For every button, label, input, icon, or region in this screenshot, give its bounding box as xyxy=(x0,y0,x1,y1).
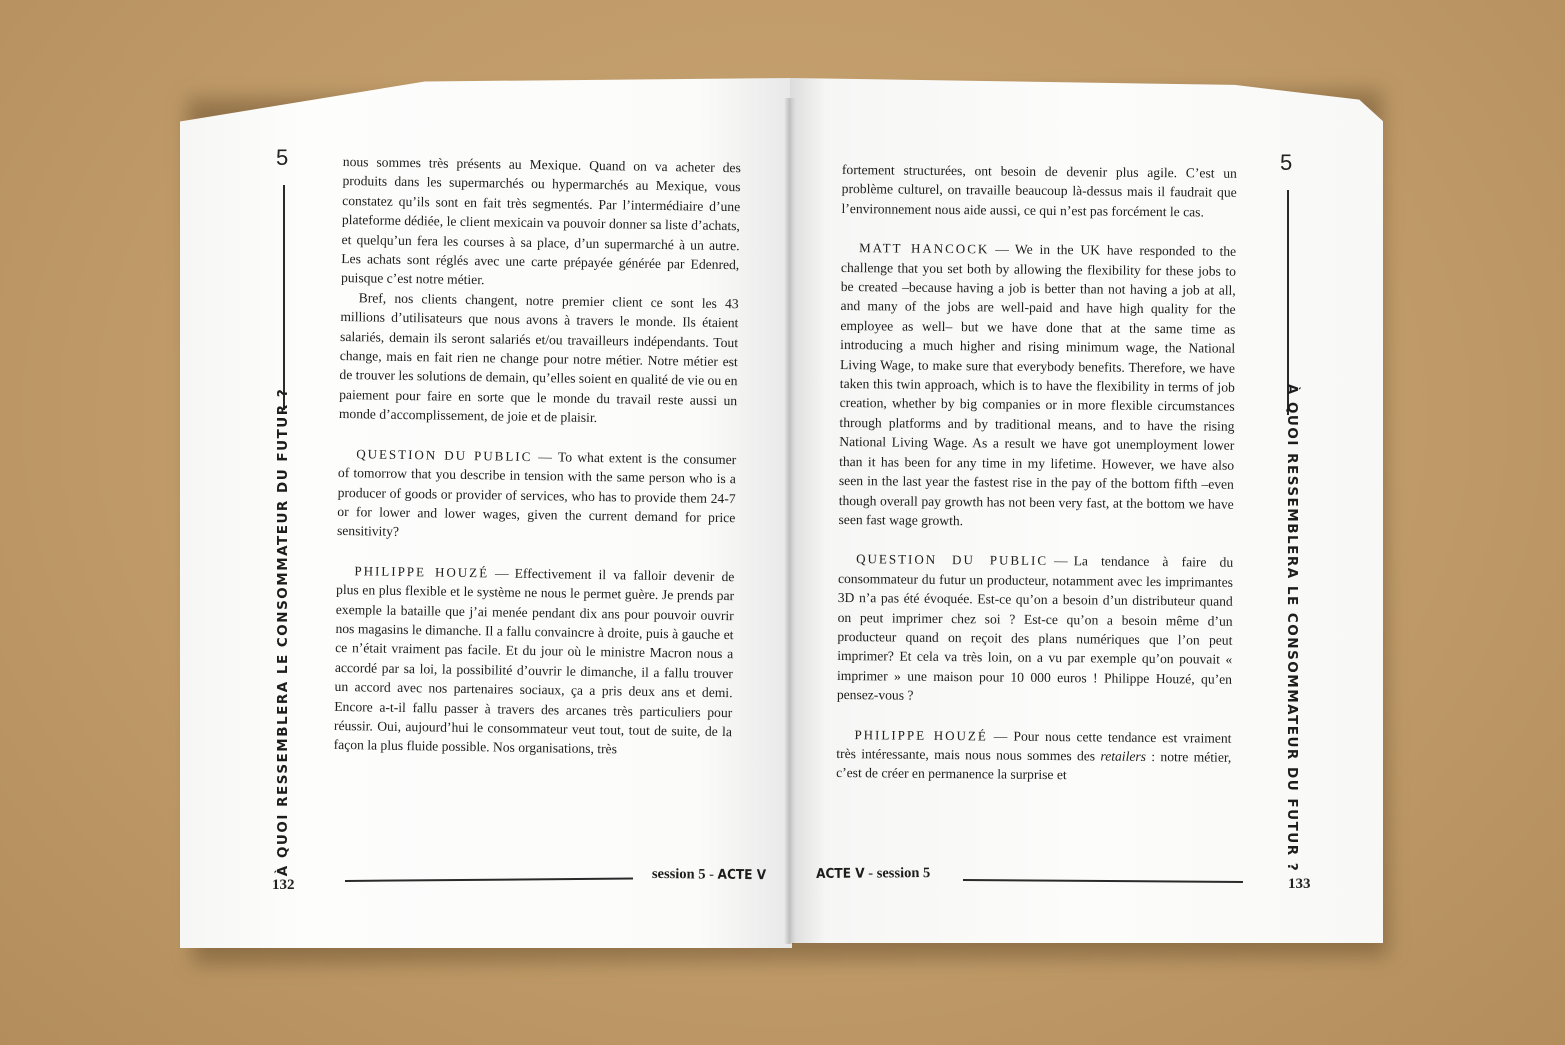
right-answer-text-b: : notre métier, c’est de créer en permanence la surprise et xyxy=(836,748,1232,783)
right-paragraph-1: fortement structurées, ont besoin de devenir plus agile. C’est un problème culturel, on travaille beaucoup là-dessus mais il faudrait que l’environnement nous aide aussi, ce qui n’est pas forcément le cas. xyxy=(841,161,1237,220)
right-page-number: 133 xyxy=(1288,876,1311,892)
left-answer-block xyxy=(334,561,735,761)
speaker-dash: — xyxy=(993,728,1008,744)
right-answer-block xyxy=(836,725,1232,787)
left-answer-text: Effectivement il va falloir devenir de plus en plus flexible et le système ne nous le permet guère. Je prends par exemple la bataille que j’ai menée pendant dix ans pour pouvoir ouvrir nos magasins le dimanche. Il a fallu convaincre à droite, puis à gauche et ce n’était vraiment pas facile. Et du jour où le ministre Macron nous a accordé par sa loi, la possibilité d’ouvrir le dimanche, il a fallu trouver un accord avec nos partenaires sociaux, ça a pris deux ans et demi. Encore a-t-il fallu passer à travers des arcanes très particuliers pour réussir. Oui, aujourd’hui le consommateur veut tout, tout de suite, de la façon la plus fluide possible. Nos organisations, très xyxy=(333,565,735,757)
left-footer-separator: - xyxy=(709,866,715,883)
speaker-dash: — xyxy=(494,565,509,581)
right-question-speaker: QUESTION DU PUBLIC xyxy=(856,551,1049,569)
left-text-column xyxy=(334,152,741,761)
left-chapter-number: 5 xyxy=(276,145,289,170)
left-running-footer xyxy=(652,866,766,884)
left-paragraph-1: nous sommes très présents au Mexique. Quand on va acheter des produits dans les supermarchés ou hypermarchés au Mexique, vous constatez qu’ils sont en fait très segmentés. Par l’intermédiaire d’une plateforme dédiée, le client mexicain va pouvoir donner sa liste d’achats, et quelqu’un fera les courses à sa place, d’un supermarché à un autre. Les achats sont réglés avec une carte prépayée générée par Edenred, puisque c’est notre métier. xyxy=(340,153,741,288)
right-question-text: La tendance à faire du consommateur du futur un producteur, notamment avec les imprimantes 3D n’a pas été évoquée. Est-ce qu’on a besoin d’un distributeur quand on peut imprimer chez soi ? Est-ce qu’on a besoin même d’un producteur quand on reçoit des plans numériques que l’on peut imprimer? Et cela va très loin, on a vu par exemple qu’on pouvait « imprimer » une maison pour 10 000 euros ! Philippe Houzé, qu’en pensez-vous ? xyxy=(836,553,1234,703)
left-question-block xyxy=(337,444,736,547)
right-running-footer xyxy=(816,865,930,883)
right-question-block xyxy=(837,549,1233,708)
book-gutter xyxy=(784,98,796,944)
speaker-dash: — xyxy=(538,448,553,465)
right-answer-italic: retailers xyxy=(1100,748,1147,764)
speaker-dash: — xyxy=(995,241,1009,257)
left-footer-session: session 5 xyxy=(651,866,706,883)
left-answer-speaker: PHILIPPE HOUZÉ xyxy=(354,562,490,581)
right-answer-speaker: PHILIPPE HOUZÉ xyxy=(854,726,988,743)
right-chapter-number: 5 xyxy=(1280,150,1293,175)
right-footer-separator: - xyxy=(868,865,874,882)
left-page-number: 132 xyxy=(272,877,295,893)
left-footer-acte: ACTE V xyxy=(717,866,767,884)
right-text-column xyxy=(836,160,1237,787)
right-hancock-speaker: MATT HANCOCK xyxy=(859,240,990,257)
right-answer-text-a: Pour nous cette tendance est vraiment très intéressante, mais nous nous sommes des xyxy=(836,728,1232,764)
left-question-text: To what extent is the consumer of tomorrow that you describe in tension with the same person who is a producer of goods or provider of services, who has to provide them 24-7 or for lower and lower wages, given the current demand for price sensitivity? xyxy=(336,449,737,540)
right-footer-session: session 5 xyxy=(876,865,931,882)
right-hancock-text: We in the UK have responded to the challenge that you set both by allowing the flexibility for these jobs to be created –because having a job is better than not having a job at all, and many of the jobs are well-paid and have high quality for the employee as well– but we have done that at the same time as introducing a much higher and rising minimum wage, the National Living Wage, to make sure that everybody benefits. Therefore, we have taken this twin approach, which is to have the flexibility in terms of job creation, whether by big companies or in more flexible circumstances through platforms and by traditional means, and to have the rising National Living Wage. As a result we have got unemployment lower than it has been for any time in my lifetime. However, we have also seen in the last year the fastest rise in the pay of the bottom fifth –even though overall pay growth has not been very fast, at the bottom we have seen fast wage growth. xyxy=(838,241,1237,529)
right-vertical-title: À QUOI RESSEMBLERA LE CONSOMMATEUR DU FUTUR ? xyxy=(1284,383,1300,873)
left-paragraph-2: Bref, nos clients changent, notre premier client ce sont les 43 millions d’utilisateurs que nous avons à travers le monde. Ils étaient salariés, demain ils seront salariés et/ou travailleurs indépendants. Tout change, mais en fait rien ne change pour notre métier. Notre métier est de trouver les solutions de demain, qu’elles soient en qualité de vie ou en paiement pour faire en sorte que le monde du travail reste aussi un monde d’accomplissement, de joie et de plaisir. xyxy=(338,290,739,426)
speaker-dash: — xyxy=(1053,553,1068,569)
left-vertical-title: À QUOI RESSEMBLERA LE CONSOMMATEUR DU FUTUR ? xyxy=(275,387,291,877)
right-hancock-block xyxy=(838,238,1236,533)
left-question-speaker: QUESTION DU PUBLIC xyxy=(356,445,533,464)
right-footer-acte: ACTE V xyxy=(816,865,865,882)
left-vertical-rule xyxy=(283,185,285,410)
right-vertical-rule xyxy=(1287,190,1289,415)
